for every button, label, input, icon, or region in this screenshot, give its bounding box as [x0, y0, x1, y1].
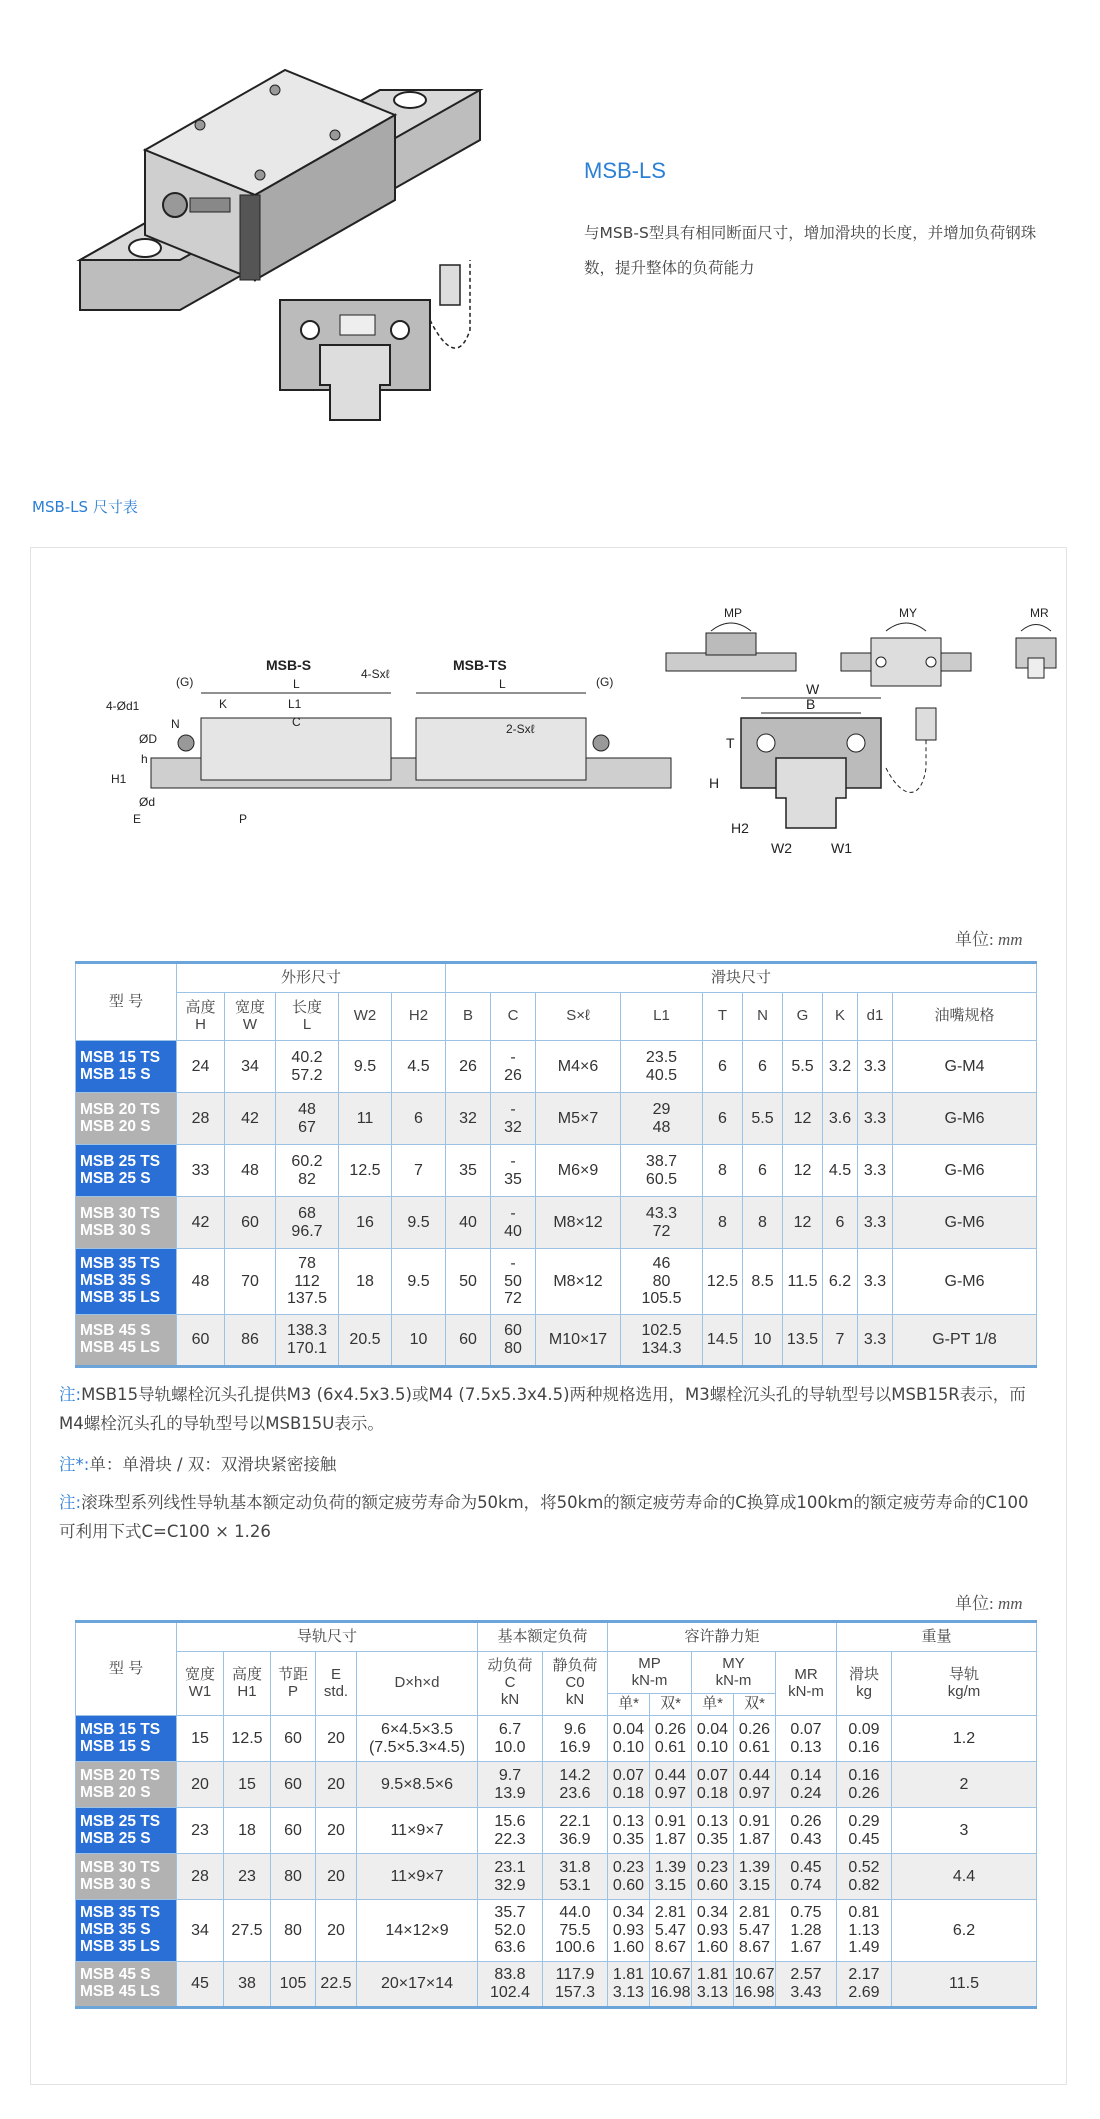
value-cell: 33	[177, 1145, 225, 1197]
value-cell: 0.16 0.26	[837, 1762, 892, 1808]
value-cell: 40	[446, 1197, 491, 1249]
value-cell: 9.5	[392, 1197, 446, 1249]
value-cell: 0.13 0.35	[692, 1808, 734, 1854]
value-cell: 9.5×8.5×6	[357, 1762, 478, 1808]
value-cell: 2.57 3.43	[776, 1962, 837, 2008]
col-header: 动负荷 C kN	[478, 1652, 543, 1716]
table-row	[76, 1315, 1037, 1367]
value-cell: 117.9 157.3	[543, 1962, 608, 2008]
value-cell: 70	[225, 1249, 276, 1315]
table-row	[76, 1762, 1037, 1808]
table-row	[76, 1041, 1037, 1093]
col-model: 型 号	[76, 1622, 177, 1716]
col-header: G	[783, 993, 823, 1041]
col-header: K	[823, 993, 858, 1041]
msb-ts-label: MSB-TS	[453, 657, 507, 673]
col-model: 型 号	[76, 963, 177, 1041]
value-cell: 2.81 5.47 8.67	[650, 1900, 692, 1962]
value-cell: 4.5	[392, 1041, 446, 1093]
value-cell: 24	[177, 1041, 225, 1093]
value-cell: 10	[743, 1315, 783, 1367]
value-cell: 12.5	[339, 1145, 392, 1197]
value-cell: 9.6 16.9	[543, 1716, 608, 1762]
value-cell: 46 80 105.5	[621, 1249, 703, 1315]
value-cell: 0.13 0.35	[608, 1808, 650, 1854]
col-header: B	[446, 993, 491, 1041]
svg-text:L1: L1	[288, 697, 302, 711]
value-cell: 48 67	[276, 1093, 339, 1145]
note-1	[59, 1380, 1044, 1438]
model-cell: MSB 30 TS MSB 30 S	[76, 1197, 177, 1249]
model-cell: MSB 20 TS MSB 20 S	[76, 1762, 177, 1808]
value-cell: 9.7 13.9	[478, 1762, 543, 1808]
col-header: d1	[858, 993, 893, 1041]
value-cell: 0.52 0.82	[837, 1854, 892, 1900]
col-header: 油嘴规格	[893, 993, 1037, 1041]
svg-text:L: L	[293, 677, 300, 691]
value-cell: 0.04 0.10	[608, 1716, 650, 1762]
model-cell: MSB 35 TS MSB 35 S MSB 35 LS	[76, 1900, 177, 1962]
model-cell: MSB 30 TS MSB 30 S	[76, 1854, 177, 1900]
mp-label: MP	[724, 606, 742, 620]
value-cell: 0.09 0.16	[837, 1716, 892, 1762]
table-row	[76, 1900, 1037, 1962]
value-cell: - 26	[491, 1041, 536, 1093]
value-cell: 86	[225, 1315, 276, 1367]
col-subheader: 单*	[608, 1694, 650, 1716]
value-cell: 0.34 0.93 1.60	[608, 1900, 650, 1962]
svg-text:(G): (G)	[176, 675, 194, 689]
value-cell: 6	[743, 1041, 783, 1093]
svg-text:W: W	[806, 681, 820, 697]
note-text: 滚珠型系列线性导轨基本额定动负荷的额定疲劳寿命为50km，将50km的额定疲劳寿命的C换算成100km的额定疲劳寿命的C100可利用下式C=C100 × 1.26	[59, 1493, 1029, 1541]
value-cell: 3.6	[823, 1093, 858, 1145]
value-cell: 6	[743, 1145, 783, 1197]
value-cell: 22.5	[316, 1962, 357, 2008]
value-cell: 32	[446, 1093, 491, 1145]
col-group-load: 基本额定负荷	[478, 1622, 608, 1652]
value-cell: 68 96.7	[276, 1197, 339, 1249]
col-header: D×h×d	[357, 1652, 478, 1716]
unit-text: 单位:	[955, 1594, 994, 1613]
value-cell: 35.7 52.0 63.6	[478, 1900, 543, 1962]
dimension-table	[75, 961, 1037, 1368]
value-cell: 6×4.5×3.5 (7.5×5.3×4.5)	[357, 1716, 478, 1762]
value-cell: G-PT 1/8	[893, 1315, 1037, 1367]
note-text: 单：单滑块 / 双：双滑块紧密接触	[89, 1455, 337, 1474]
value-cell: 60	[271, 1808, 316, 1854]
value-cell: 105	[271, 1962, 316, 2008]
value-cell: 138.3 170.1	[276, 1315, 339, 1367]
value-cell: 9.5	[392, 1249, 446, 1315]
value-cell: 34	[225, 1041, 276, 1093]
value-cell: 1.39 3.15	[734, 1854, 776, 1900]
value-cell: 11.5	[892, 1962, 1037, 2008]
value-cell: 20	[316, 1762, 357, 1808]
svg-text:N: N	[171, 717, 180, 731]
value-cell: 6	[823, 1197, 858, 1249]
value-cell: 42	[177, 1197, 225, 1249]
value-cell: 1.39 3.15	[650, 1854, 692, 1900]
value-cell: 3.2	[823, 1041, 858, 1093]
value-cell: 102.5 134.3	[621, 1315, 703, 1367]
value-cell: 0.07 0.13	[776, 1716, 837, 1762]
model-cell: MSB 45 S MSB 45 LS	[76, 1315, 177, 1367]
value-cell: 0.29 0.45	[837, 1808, 892, 1854]
value-cell: 60 80	[491, 1315, 536, 1367]
value-cell: 6.7 10.0	[478, 1716, 543, 1762]
load-table	[75, 1620, 1037, 2009]
value-cell: 4.5	[823, 1145, 858, 1197]
value-cell: 0.23 0.60	[692, 1854, 734, 1900]
value-cell: 7	[823, 1315, 858, 1367]
svg-text:W2: W2	[771, 840, 792, 856]
value-cell: 5.5	[743, 1093, 783, 1145]
value-cell: 50	[446, 1249, 491, 1315]
col-header: 宽度 W	[225, 993, 276, 1041]
svg-text:W1: W1	[831, 840, 852, 856]
model-cell: MSB 20 TS MSB 20 S	[76, 1093, 177, 1145]
value-cell: 0.23 0.60	[608, 1854, 650, 1900]
svg-text:L: L	[499, 677, 506, 691]
col-header: C	[491, 993, 536, 1041]
col-header: T	[703, 993, 743, 1041]
value-cell: 1.81 3.13	[608, 1962, 650, 2008]
model-cell: MSB 35 TS MSB 35 S MSB 35 LS	[76, 1249, 177, 1315]
value-cell: 11.5	[783, 1249, 823, 1315]
value-cell: 34	[177, 1900, 224, 1962]
svg-text:4-Ød1: 4-Ød1	[106, 699, 140, 713]
section-title: MSB-LS 尺寸表	[32, 498, 138, 516]
mr-label: MR	[1030, 606, 1049, 620]
value-cell: - 50 72	[491, 1249, 536, 1315]
col-subheader: 双*	[650, 1694, 692, 1716]
value-cell: 43.3 72	[621, 1197, 703, 1249]
value-cell: 12	[783, 1145, 823, 1197]
value-cell: 20	[177, 1762, 224, 1808]
col-group-weight: 重量	[837, 1622, 1037, 1652]
col-header: 滑块 kg	[837, 1652, 892, 1716]
value-cell: 35	[446, 1145, 491, 1197]
value-cell: 8	[703, 1197, 743, 1249]
note-2	[59, 1450, 1044, 1479]
value-cell: 11×9×7	[357, 1808, 478, 1854]
value-cell: 60	[271, 1716, 316, 1762]
value-cell: 15	[224, 1762, 271, 1808]
value-cell: 3.3	[858, 1315, 893, 1367]
col-header: L1	[621, 993, 703, 1041]
unit-label-1	[955, 925, 1023, 950]
value-cell: 20.5	[339, 1315, 392, 1367]
value-cell: 0.91 1.87	[734, 1808, 776, 1854]
col-header: 静负荷 C0 kN	[543, 1652, 608, 1716]
value-cell: 22.1 36.9	[543, 1808, 608, 1854]
table-row	[76, 1962, 1037, 2008]
value-cell: 16	[339, 1197, 392, 1249]
msb-s-label: MSB-S	[266, 657, 312, 673]
value-cell: 23	[177, 1808, 224, 1854]
value-cell: 60	[225, 1197, 276, 1249]
col-header: H2	[392, 993, 446, 1041]
value-cell: 4.4	[892, 1854, 1037, 1900]
value-cell: 48	[177, 1249, 225, 1315]
note-text: MSB15导轨螺栓沉头孔提供M3 (6x4.5x3.5)或M4 (7.5x5.3x4.5)两种规格选用，M3螺栓沉头孔的导轨型号以MSB15R表示，而M4螺栓沉头孔的导轨型号以MSB15U表示。	[59, 1385, 1026, 1433]
svg-text:K: K	[219, 697, 228, 711]
col-header: MP kN-m	[608, 1652, 692, 1694]
value-cell: 10.67 16.98	[650, 1962, 692, 2008]
table-row	[76, 1808, 1037, 1854]
value-cell: 27.5	[224, 1900, 271, 1962]
value-cell: 20	[316, 1900, 357, 1962]
note-label: 注*:	[59, 1455, 90, 1474]
value-cell: 2.17 2.69	[837, 1962, 892, 2008]
value-cell: 6	[703, 1041, 743, 1093]
dimension-drawing	[71, 578, 1049, 908]
value-cell: G-M6	[893, 1145, 1037, 1197]
value-cell: M4×6	[536, 1041, 621, 1093]
value-cell: M5×7	[536, 1093, 621, 1145]
col-header: 导轨 kg/m	[892, 1652, 1037, 1716]
value-cell: 80	[271, 1854, 316, 1900]
value-cell: - 40	[491, 1197, 536, 1249]
value-cell: 20	[316, 1716, 357, 1762]
value-cell: M6×9	[536, 1145, 621, 1197]
value-cell: 15.6 22.3	[478, 1808, 543, 1854]
value-cell: 7	[392, 1145, 446, 1197]
value-cell: 0.81 1.13 1.49	[837, 1900, 892, 1962]
value-cell: 3.3	[858, 1093, 893, 1145]
col-header: W2	[339, 993, 392, 1041]
svg-text:h: h	[141, 752, 148, 766]
col-header: S×ℓ	[536, 993, 621, 1041]
value-cell: 38.7 60.5	[621, 1145, 703, 1197]
svg-text:2-Sxℓ: 2-Sxℓ	[506, 722, 535, 736]
svg-text:H1: H1	[111, 772, 127, 786]
table-row	[76, 1145, 1037, 1197]
value-cell: 80	[271, 1900, 316, 1962]
value-cell: 20	[316, 1854, 357, 1900]
value-cell: 3.3	[858, 1249, 893, 1315]
value-cell: 2.81 5.47 8.67	[734, 1900, 776, 1962]
value-cell: M10×17	[536, 1315, 621, 1367]
table-row	[76, 1093, 1037, 1145]
col-header: 节距 P	[271, 1652, 316, 1716]
my-label: MY	[899, 606, 917, 620]
value-cell: 31.8 53.1	[543, 1854, 608, 1900]
product-illustration	[50, 30, 490, 410]
model-cell: MSB 45 S MSB 45 LS	[76, 1962, 177, 2008]
value-cell: 60	[446, 1315, 491, 1367]
unit-value: mm	[997, 1594, 1023, 1613]
value-cell: 8	[703, 1145, 743, 1197]
note-3	[59, 1488, 1044, 1546]
col-group-moment: 容许静力矩	[608, 1622, 837, 1652]
value-cell: 2	[892, 1762, 1037, 1808]
col-header: 高度 H1	[224, 1652, 271, 1716]
value-cell: 0.75 1.28 1.67	[776, 1900, 837, 1962]
value-cell: 1.81 3.13	[692, 1962, 734, 2008]
unit-label-2	[955, 1589, 1023, 1614]
svg-text:H2: H2	[731, 820, 749, 836]
value-cell: 8.5	[743, 1249, 783, 1315]
unit-text: 单位:	[955, 930, 994, 949]
col-header: N	[743, 993, 783, 1041]
svg-text:T: T	[726, 735, 735, 751]
svg-text:E: E	[133, 812, 142, 826]
value-cell: 20×17×14	[357, 1962, 478, 2008]
svg-text:C: C	[292, 715, 301, 729]
col-group-rail: 导轨尺寸	[177, 1622, 478, 1652]
value-cell: 6	[703, 1093, 743, 1145]
value-cell: 5.5	[783, 1041, 823, 1093]
value-cell: 0.07 0.18	[608, 1762, 650, 1808]
table-row	[76, 1854, 1037, 1900]
svg-text:(G): (G)	[596, 675, 614, 689]
value-cell: 0.26 0.61	[650, 1716, 692, 1762]
value-cell: 6.2	[823, 1249, 858, 1315]
model-cell: MSB 15 TS MSB 15 S	[76, 1041, 177, 1093]
value-cell: 18	[224, 1808, 271, 1854]
value-cell: 0.14 0.24	[776, 1762, 837, 1808]
value-cell: 3	[892, 1808, 1037, 1854]
value-cell: G-M6	[893, 1197, 1037, 1249]
col-header: 高度 H	[177, 993, 225, 1041]
value-cell: - 35	[491, 1145, 536, 1197]
value-cell: 10.67 16.98	[734, 1962, 776, 2008]
value-cell: 60	[271, 1762, 316, 1808]
value-cell: M8×12	[536, 1249, 621, 1315]
value-cell: - 32	[491, 1093, 536, 1145]
col-header: MR kN-m	[776, 1652, 837, 1716]
value-cell: 6.2	[892, 1900, 1037, 1962]
value-cell: 12	[783, 1093, 823, 1145]
value-cell: 3.3	[858, 1197, 893, 1249]
model-cell: MSB 25 TS MSB 25 S	[76, 1808, 177, 1854]
value-cell: 44.0 75.5 100.6	[543, 1900, 608, 1962]
product-hero	[0, 0, 1100, 450]
value-cell: 6	[392, 1093, 446, 1145]
table-row	[76, 1716, 1037, 1762]
model-cell: MSB 25 TS MSB 25 S	[76, 1145, 177, 1197]
value-cell: 9.5	[339, 1041, 392, 1093]
value-cell: 28	[177, 1093, 225, 1145]
spec-panel	[30, 547, 1067, 2085]
value-cell: 20	[316, 1808, 357, 1854]
value-cell: 14.5	[703, 1315, 743, 1367]
value-cell: 1.2	[892, 1716, 1037, 1762]
table-row	[76, 1249, 1037, 1315]
value-cell: G-M6	[893, 1249, 1037, 1315]
product-description: 与MSB-S型具有相同断面尺寸，增加滑块的长度，并增加负荷钢珠数，提升整体的负荷能力	[584, 224, 1037, 277]
value-cell: 0.34 0.93 1.60	[692, 1900, 734, 1962]
svg-text:ØD: ØD	[139, 732, 157, 746]
value-cell: 3.3	[858, 1041, 893, 1093]
value-cell: 38	[224, 1962, 271, 2008]
col-subheader: 单*	[692, 1694, 734, 1716]
value-cell: 78 112 137.5	[276, 1249, 339, 1315]
col-group-block: 滑块尺寸	[446, 963, 1037, 993]
value-cell: 10	[392, 1315, 446, 1367]
value-cell: 0.07 0.18	[692, 1762, 734, 1808]
value-cell: 23.5 40.5	[621, 1041, 703, 1093]
value-cell: 23.1 32.9	[478, 1854, 543, 1900]
svg-text:B: B	[806, 696, 816, 712]
value-cell: 29 48	[621, 1093, 703, 1145]
col-header: 宽度 W1	[177, 1652, 224, 1716]
col-group-outer: 外形尺寸	[177, 963, 446, 993]
value-cell: 48	[225, 1145, 276, 1197]
value-cell: 0.26 0.61	[734, 1716, 776, 1762]
value-cell: 11×9×7	[357, 1854, 478, 1900]
product-title: MSB-LS	[584, 158, 666, 183]
note-label: 注:	[59, 1385, 82, 1404]
value-cell: 14×12×9	[357, 1900, 478, 1962]
value-cell: 12	[783, 1197, 823, 1249]
value-cell: 23	[224, 1854, 271, 1900]
value-cell: 0.04 0.10	[692, 1716, 734, 1762]
value-cell: 0.91 1.87	[650, 1808, 692, 1854]
value-cell: 28	[177, 1854, 224, 1900]
value-cell: 0.44 0.97	[650, 1762, 692, 1808]
svg-text:H: H	[709, 775, 720, 791]
value-cell: 0.45 0.74	[776, 1854, 837, 1900]
value-cell: 3.3	[858, 1145, 893, 1197]
svg-text:P: P	[239, 812, 248, 826]
col-header: 长度 L	[276, 993, 339, 1041]
col-header: E std.	[316, 1652, 357, 1716]
table-row	[76, 1197, 1037, 1249]
value-cell: 8	[743, 1197, 783, 1249]
value-cell: 12.5	[224, 1716, 271, 1762]
value-cell: 11	[339, 1093, 392, 1145]
svg-text:Ød: Ød	[139, 795, 156, 809]
value-cell: 13.5	[783, 1315, 823, 1367]
note-label: 注:	[59, 1493, 82, 1512]
value-cell: 42	[225, 1093, 276, 1145]
value-cell: 40.2 57.2	[276, 1041, 339, 1093]
value-cell: 14.2 23.6	[543, 1762, 608, 1808]
value-cell: G-M4	[893, 1041, 1037, 1093]
value-cell: 0.26 0.43	[776, 1808, 837, 1854]
value-cell: M8×12	[536, 1197, 621, 1249]
col-header: MY kN-m	[692, 1652, 776, 1694]
value-cell: 60	[177, 1315, 225, 1367]
value-cell: 12.5	[703, 1249, 743, 1315]
value-cell: 60.2 82	[276, 1145, 339, 1197]
value-cell: 26	[446, 1041, 491, 1093]
model-cell: MSB 15 TS MSB 15 S	[76, 1716, 177, 1762]
value-cell: 15	[177, 1716, 224, 1762]
svg-text:4-Sxℓ: 4-Sxℓ	[361, 667, 390, 681]
value-cell: 0.44 0.97	[734, 1762, 776, 1808]
value-cell: 18	[339, 1249, 392, 1315]
value-cell: G-M6	[893, 1093, 1037, 1145]
unit-value: mm	[997, 930, 1023, 949]
value-cell: 45	[177, 1962, 224, 2008]
value-cell: 83.8 102.4	[478, 1962, 543, 2008]
col-subheader: 双*	[734, 1694, 776, 1716]
